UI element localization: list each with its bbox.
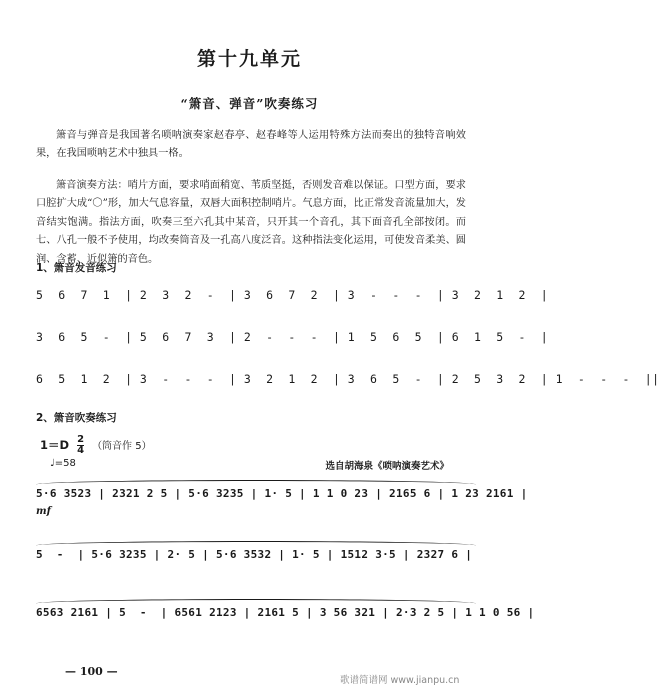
- dynamic-marking: mf: [36, 506, 51, 517]
- section-heading-1: 1、箫音发音练习: [36, 262, 117, 274]
- paragraph-technique: 箫音演奏方法：哨片方面，要求哨面稍宽、苇质坚挺，否则发音难以保证。口型方面，要求口腔扩大成“〇”形，加大气息容量，双唇大面积控制哨片。气息方面，比正常发音流量加大，发音结实饱满。指法方面，吹奏三至六孔其中某音，只开其一个音孔，其下面音孔全部按闭。而七、八孔一般不予使用，均改奏筒音及一孔高八度泛音。这种指法变化运用，可使发音柔美、圆润、含蓄、近似箫的音色。: [36, 180, 466, 265]
- tempo-marking: ♩=58: [50, 458, 76, 469]
- section-heading-2: 2、箫音吹奏练习: [36, 412, 117, 424]
- paragraph-intro: 箫音与弹音是我国著名唢呐演奏家赵春亭、赵春峰等人运用特殊方法而奏出的独特音响效果，在我国唢呐艺术中独具一格。: [36, 130, 466, 160]
- unit-title: 第十九单元: [196, 48, 302, 70]
- time-bottom: 4: [77, 445, 85, 456]
- source-credit: 选自胡海泉《唢呐演奏艺术》: [325, 461, 449, 472]
- key-text: 1＝D: [40, 438, 70, 452]
- score-line-1: 5·6 3523 | 2321 2 5 | 5·6 3235 | 1· 5 | 1 1 0 23 | 2165 6 | 1 23 2161 |: [36, 487, 528, 500]
- score-line-3: 6563 2161 | 5 - | 6561 2123 | 2161 5 | 3 56 321 | 2·3 2 5 | 1 1 0 56 |: [36, 606, 535, 619]
- notation-line-3: 6 5 1 2 | 3 - - - | 3 2 1 2 | 3 6 5 - | 2 5 3 2 | 1 - - - ||: [36, 372, 660, 386]
- time-top: 2: [77, 434, 85, 445]
- key-hint: （筒音作 5）: [92, 441, 152, 452]
- score-line-2: 5 - | 5·6 3235 | 2· 5 | 5·6 3532 | 1· 5 | 1512 3·5 | 2327 6 |: [36, 548, 473, 561]
- key-signature: [40, 435, 152, 456]
- notation-line-1: 5 6 7 1 | 2 3 2 - | 3 6 7 2 | 3 - - - | 3 2 1 2 |: [36, 288, 549, 302]
- time-signature: [77, 435, 84, 456]
- lesson-title: “箫音、弹音”吹奏练习: [180, 96, 319, 111]
- page-number: — 100 —: [65, 665, 118, 678]
- notation-line-2: 3 6 5 - | 5 6 7 3 | 2 - - - | 1 5 6 5 | 6 1 5 - |: [36, 330, 549, 344]
- watermark: 歌谱简谱网 www.jianpu.cn: [340, 675, 460, 686]
